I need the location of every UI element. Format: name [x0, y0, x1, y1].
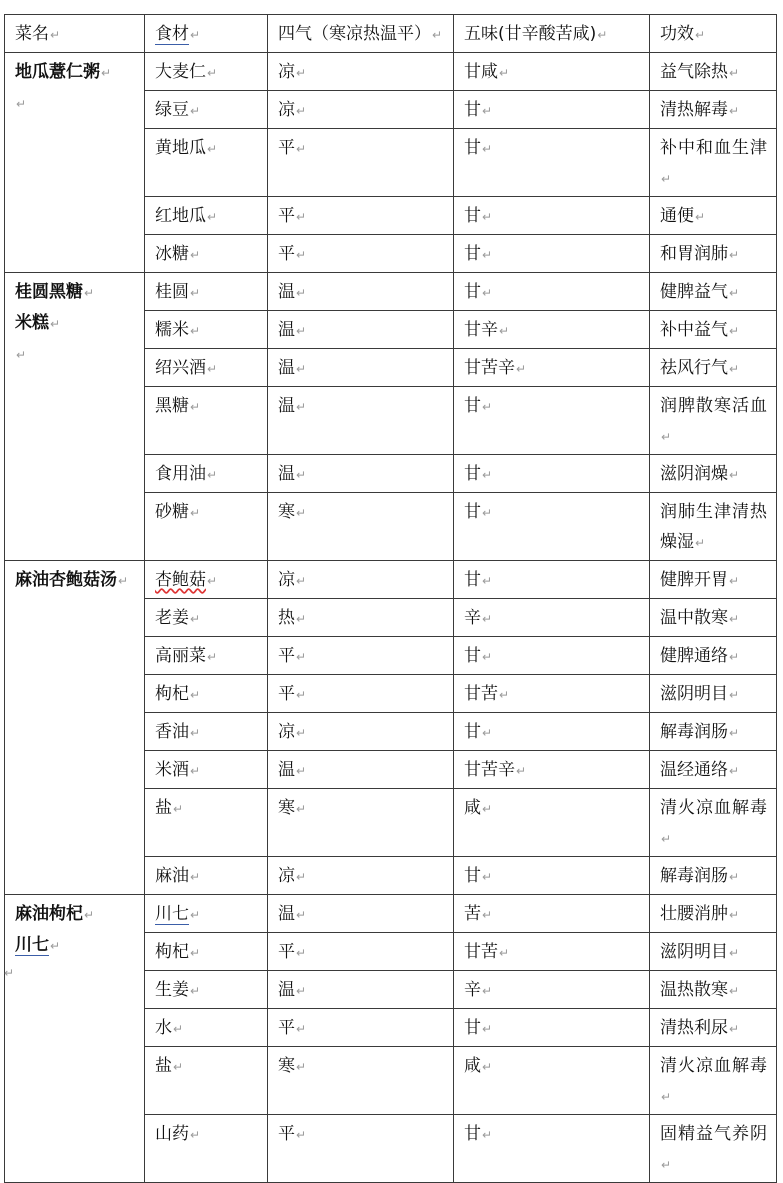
dish-name-cell [5, 53, 145, 273]
effect-cell: 清热解毒↵ [650, 91, 777, 129]
header-effect: 功效↵ [650, 15, 777, 53]
effect-cell: 壮腰消肿↵ [650, 895, 777, 933]
qi-cell: 凉↵ [268, 53, 454, 91]
qi-cell: 平↵ [268, 235, 454, 273]
header-four-qi: 四气（寒凉热温平）↵ [268, 15, 454, 53]
effect-cell: 补中和血生津↵ [650, 129, 777, 197]
flavor-cell: 甘苦辛↵ [454, 751, 650, 789]
effect-cell: 清火凉血解毒↵ [650, 1047, 777, 1115]
ingredient-cell: 川七↵ [145, 895, 268, 933]
effect-cell: 健脾益气↵ [650, 273, 777, 311]
effect-cell: 清火凉血解毒↵ [650, 789, 777, 857]
flavor-cell: 甘↵ [454, 857, 650, 895]
dish-name-line: 麻油杏鲍菇汤↵ [15, 570, 129, 590]
dish-name-line: 地瓜薏仁粥↵ [15, 62, 112, 82]
effect-cell: 通便↵ [650, 197, 777, 235]
dish-name-line: 桂圆黑糖↵ [15, 282, 95, 302]
ingredient-cell: 香油↵ [145, 713, 268, 751]
flavor-cell: 甘咸↵ [454, 53, 650, 91]
effect-cell: 解毒润肠↵ [650, 857, 777, 895]
effect-cell: 润脾散寒活血↵ [650, 387, 777, 455]
qi-cell: 平↵ [268, 129, 454, 197]
flavor-cell: 甘↵ [454, 1115, 650, 1183]
flavor-cell: 苦↵ [454, 895, 650, 933]
qi-cell: 凉↵ [268, 713, 454, 751]
ingredient-cell: 盐↵ [145, 1047, 268, 1115]
flavor-cell: 咸↵ [454, 1047, 650, 1115]
qi-cell: 温↵ [268, 455, 454, 493]
ingredient-cell: 麻油↵ [145, 857, 268, 895]
qi-cell: 平↵ [268, 1009, 454, 1047]
ingredient-cell: 桂圆↵ [145, 273, 268, 311]
qi-cell: 温↵ [268, 895, 454, 933]
flavor-cell: 甘↵ [454, 561, 650, 599]
ingredient-cell: 杏鲍菇↵ [145, 561, 268, 599]
ingredient-cell: 冰糖↵ [145, 235, 268, 273]
qi-cell: 温↵ [268, 971, 454, 1009]
table-row [5, 561, 777, 599]
effect-cell: 益气除热↵ [650, 53, 777, 91]
ingredient-cell: 黑糖↵ [145, 387, 268, 455]
ingredient-cell: 山药↵ [145, 1115, 268, 1183]
ingredient-cell: 枸杞↵ [145, 675, 268, 713]
flavor-cell: 甘↵ [454, 91, 650, 129]
flavor-cell: 甘↵ [454, 493, 650, 561]
ingredient-cell: 大麦仁↵ [145, 53, 268, 91]
qi-cell: 温↵ [268, 349, 454, 387]
effect-cell: 润肺生津清热燥湿↵ [650, 493, 777, 561]
flavor-cell: 甘苦辛↵ [454, 349, 650, 387]
flavor-cell: 甘↵ [454, 1009, 650, 1047]
effect-cell: 固精益气养阴↵ [650, 1115, 777, 1183]
flavor-cell: 辛↵ [454, 971, 650, 1009]
ingredient-cell: 生姜↵ [145, 971, 268, 1009]
qi-cell: 凉↵ [268, 857, 454, 895]
effect-cell: 滋阴明目↵ [650, 675, 777, 713]
flavor-cell: 甘↵ [454, 235, 650, 273]
effect-cell: 温经通络↵ [650, 751, 777, 789]
flavor-cell: 甘苦↵ [454, 675, 650, 713]
qi-cell: 寒↵ [268, 789, 454, 857]
qi-cell: 平↵ [268, 197, 454, 235]
flavor-cell: 咸↵ [454, 789, 650, 857]
qi-cell: 平↵ [268, 1115, 454, 1183]
dish-name-line: 米糕↵ [15, 313, 61, 333]
qi-cell: 热↵ [268, 599, 454, 637]
ingredient-cell: 水↵ [145, 1009, 268, 1047]
dish-name-line: 川七↵ [15, 935, 61, 955]
ingredient-cell: 糯米↵ [145, 311, 268, 349]
flavor-cell: 甘↵ [454, 197, 650, 235]
header-five-flavors: 五味(甘辛酸苦咸)↵ [454, 15, 650, 53]
dish-name-line: ↵ [16, 97, 27, 111]
ingredient-cell: 红地瓜↵ [145, 197, 268, 235]
qi-cell: 温↵ [268, 751, 454, 789]
flavor-cell: 甘↵ [454, 129, 650, 197]
effect-cell: 健脾通络↵ [650, 637, 777, 675]
qi-cell: 平↵ [268, 933, 454, 971]
table-row [5, 895, 777, 933]
effect-cell: 温中散寒↵ [650, 599, 777, 637]
ingredient-cell: 盐↵ [145, 789, 268, 857]
qi-cell: 凉↵ [268, 561, 454, 599]
ingredient-cell: 绍兴酒↵ [145, 349, 268, 387]
qi-cell: 平↵ [268, 637, 454, 675]
flavor-cell: 甘↵ [454, 455, 650, 493]
flavor-cell: 辛↵ [454, 599, 650, 637]
dish-name-cell [5, 273, 145, 561]
qi-cell: 凉↵ [268, 91, 454, 129]
ingredient-cell: 绿豆↵ [145, 91, 268, 129]
effect-cell: 滋阴明目↵ [650, 933, 777, 971]
ingredient-cell: 高丽菜↵ [145, 637, 268, 675]
flavor-cell: 甘↵ [454, 637, 650, 675]
qi-cell: 寒↵ [268, 1047, 454, 1115]
ingredient-table [4, 14, 777, 1183]
qi-cell: 寒↵ [268, 493, 454, 561]
ingredient-cell: 老姜↵ [145, 599, 268, 637]
ingredient-cell: 黄地瓜↵ [145, 129, 268, 197]
flavor-cell: 甘↵ [454, 273, 650, 311]
effect-cell: 祛风行气↵ [650, 349, 777, 387]
dish-name-cell [5, 561, 145, 895]
ingredient-cell: 枸杞↵ [145, 933, 268, 971]
ingredient-cell: 米酒↵ [145, 751, 268, 789]
header-dish: 菜名↵ [5, 15, 145, 53]
ingredient-cell: 砂糖↵ [145, 493, 268, 561]
dish-name-line: 麻油枸杞↵ [15, 904, 95, 924]
qi-cell: 温↵ [268, 387, 454, 455]
effect-cell: 解毒润肠↵ [650, 713, 777, 751]
flavor-cell: 甘辛↵ [454, 311, 650, 349]
qi-cell: 平↵ [268, 675, 454, 713]
flavor-cell: 甘↵ [454, 713, 650, 751]
effect-cell: 清热利尿↵ [650, 1009, 777, 1047]
end-paragraph-mark: ↵ [4, 966, 15, 980]
dish-name-line: ↵ [16, 348, 27, 362]
effect-cell: 滋阴润燥↵ [650, 455, 777, 493]
effect-cell: 健脾开胃↵ [650, 561, 777, 599]
effect-cell: 温热散寒↵ [650, 971, 777, 1009]
header-row [5, 15, 777, 53]
header-ingredient: 食材↵ [145, 15, 268, 53]
effect-cell: 补中益气↵ [650, 311, 777, 349]
qi-cell: 温↵ [268, 311, 454, 349]
effect-cell: 和胃润肺↵ [650, 235, 777, 273]
qi-cell: 温↵ [268, 273, 454, 311]
table-row [5, 53, 777, 91]
flavor-cell: 甘苦↵ [454, 933, 650, 971]
table-row [5, 273, 777, 311]
dish-name-cell [5, 895, 145, 1183]
ingredient-cell: 食用油↵ [145, 455, 268, 493]
flavor-cell: 甘↵ [454, 387, 650, 455]
